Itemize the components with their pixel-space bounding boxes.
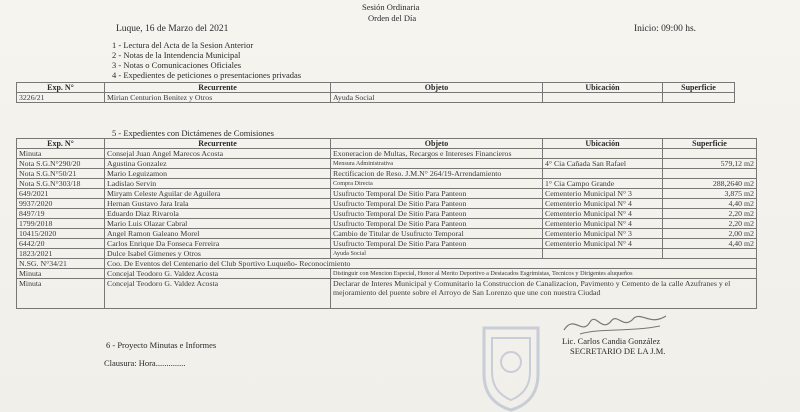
table-cell: 4,40 m2 [663,199,757,209]
table-cell: 2,20 m2 [663,209,757,219]
table-cell: Cementerio Municipal N° 4 [543,219,663,229]
table-cell: Ladislao Servin [105,179,331,189]
table-cell: 649/2021 [17,189,105,199]
table-cell: Hernan Gustavo Jara Irala [105,199,331,209]
order-heading: Orden del Día [368,13,417,23]
table-cell: Distinguir con Mencion Especial, Honor al Merito Deportivo a Destacados Esgrimistas, Tecnicos y Dirigentes aluqueños [331,269,757,279]
agenda-item: 1 - Lectura del Acta de la Sesion Anterior [112,40,254,50]
handwritten-signature [560,310,670,338]
table-cell: Ayuda Social [331,93,543,103]
table-cell: 9937/2020 [17,199,105,209]
table-cell: Cementerio Municipal N° 4 [543,239,663,249]
table-cell: Cementerio Municipal N° 3 [543,229,663,239]
table-cell: Mensura Administrativa [331,159,543,169]
table-cell: Mario Luis Olazar Cabral [105,219,331,229]
table-cell: 2,00 m2 [663,229,757,239]
agenda-list [112,40,301,80]
official-seal-stamp [478,318,544,412]
column-header: Ubicación [543,139,663,149]
table-row [17,93,735,103]
closure-time: Clausura: Hora.............. [104,358,186,368]
table-cell: Nota S.G.N°303/18 [17,179,105,189]
table-cell [663,169,757,179]
table-row [17,239,757,249]
table-row [17,199,757,209]
table-cell: 8497/19 [17,209,105,219]
table-cell: Carlos Enrique Da Fonseca Ferreira [105,239,331,249]
table-row [17,209,757,219]
table-cell: 4,40 m2 [663,239,757,249]
table-cell: 1823/2021 [17,249,105,259]
column-header: Recurrente [105,139,331,149]
table-cell: Angel Ramon Galeano Morel [105,229,331,239]
table-cell: Concejal Teodoro G. Valdez Acosta [105,269,331,279]
table-cell: Coo. De Eventos del Centenario del Club Sportivo Luqueño- Reconocimiento [105,259,757,269]
table-cell [543,169,663,179]
section-5-title: 5 - Expedientes con Dictámenes de Comisiones [112,128,274,138]
column-header: Superficie [663,83,735,93]
secretary-name: Lic. Carlos Candia González [562,336,661,346]
column-header: Exp. N° [17,139,105,149]
table-cell: Usufructo Temporal De Sitio Para Panteon [331,209,543,219]
table-header-row [17,139,757,149]
table-cell: Usufructo Temporal De Sitio Para Panteon [331,199,543,209]
column-header: Recurrente [105,83,331,93]
table-cell [663,249,757,259]
table-cell: Exoneracion de Multas, Recargos e Intereses Financieros [331,149,543,159]
table-cell: Cementerio Municipal N° 3 [543,189,663,199]
table-cell [543,93,663,103]
agenda-item: 4 - Expedientes de peticiones o presentaciones privadas [112,70,302,80]
table-cell: Minuta [17,149,105,159]
table-cell: Cementerio Municipal N° 4 [543,209,663,219]
session-heading: Sesión Ordinaria [362,2,420,12]
column-header: Exp. N° [17,83,105,93]
table-cell: 3226/21 [17,93,105,103]
secretary-title: SECRETARIO DE LA J.M. [570,346,666,356]
table-cell: 4° Cia Cañada San Rafael [543,159,663,169]
table-row [17,179,757,189]
table-row [17,279,757,309]
table-cell [663,149,757,159]
table-cell: Concejal Teodoro G. Valdez Acosta [105,279,331,309]
place-date: Luque, 16 de Marzo del 2021 [116,24,229,34]
table-cell [543,249,663,259]
agenda-item: 2 - Notas de la Intendencia Municipal [112,50,241,60]
table-row [17,149,757,159]
table-cell: Cementerio Municipal N° 4 [543,199,663,209]
table-cell: Agustina Gonzalez [105,159,331,169]
table-cell: 2,20 m2 [663,219,757,229]
table-cell: Nota S.G.N°290/20 [17,159,105,169]
agenda-item: 3 - Notas o Comunicaciones Oficiales [112,60,242,70]
table-row [17,259,757,269]
table-row [17,219,757,229]
table-cell: Miryam Celeste Aguilar de Aguilera [105,189,331,199]
start-time: Inicio: 09:00 hs. [634,24,697,34]
table-cell: Rectificacion de Reso. J.M.N° 264/19-Arrendamiento [331,169,543,179]
table-cell: Mario Leguizamon [105,169,331,179]
table-cell: 1° Cia Campo Grande [543,179,663,189]
column-header: Objeto [331,83,543,93]
table-cell: Mirian Centurion Benitez y Otros [105,93,331,103]
table-row [17,269,757,279]
table-cell: N.SG. N°34/21 [17,259,105,269]
table-cell: Minuta [17,279,105,309]
table-cell: 579,12 m2 [663,159,757,169]
table-cell [663,93,735,103]
table-cell: Minuta [17,269,105,279]
table-cell: 10415/2020 [17,229,105,239]
table-cell: 3,875 m2 [663,189,757,199]
table-cell [543,149,663,159]
table-row [17,189,757,199]
table-cell: Eduardo Diaz Rivarola [105,209,331,219]
table-cell: Usufructo Temporal De Sitio Para Panteon [331,239,543,249]
table-cell: Usufructo Temporal De Sitio Para Panteon [331,189,543,199]
table-cell: Consejal Juan Angel Marecos Acosta [105,149,331,159]
commission-rulings-table [16,138,757,309]
table-row [17,169,757,179]
table-cell: 1799/2018 [17,219,105,229]
table-cell: Nota S.G.N°50/21 [17,169,105,179]
table-cell: 288,2640 m2 [663,179,757,189]
table-cell: Cambio de Titular de Usufructo Temporal [331,229,543,239]
table-cell: Declarar de Interes Municipal y Comunitario la Construccion de Canalizacion, Pavimento y Cemento de la calle Azufranes y el mejoramiento del puente sobre el Arroyo de San Lorenzo que une con nuestra Ciudad [331,279,757,309]
table-row [17,229,757,239]
table-header-row [17,83,735,93]
table-row [17,249,757,259]
table-cell: Compra Directa [331,179,543,189]
table-cell: Ayuda Social [331,249,543,259]
column-header: Ubicación [543,83,663,93]
private-petitions-table [16,82,735,103]
table-row [17,159,757,169]
table-cell: Usufructo Temporal De Sitio Para Panteon [331,219,543,229]
column-header: Objeto [331,139,543,149]
table-cell: Dulce Isabel Gimenes y Otros [105,249,331,259]
section-6-title: 6 - Proyecto Minutas e Informes [106,340,217,350]
table-cell: 6442/20 [17,239,105,249]
column-header: Superficie [663,139,757,149]
